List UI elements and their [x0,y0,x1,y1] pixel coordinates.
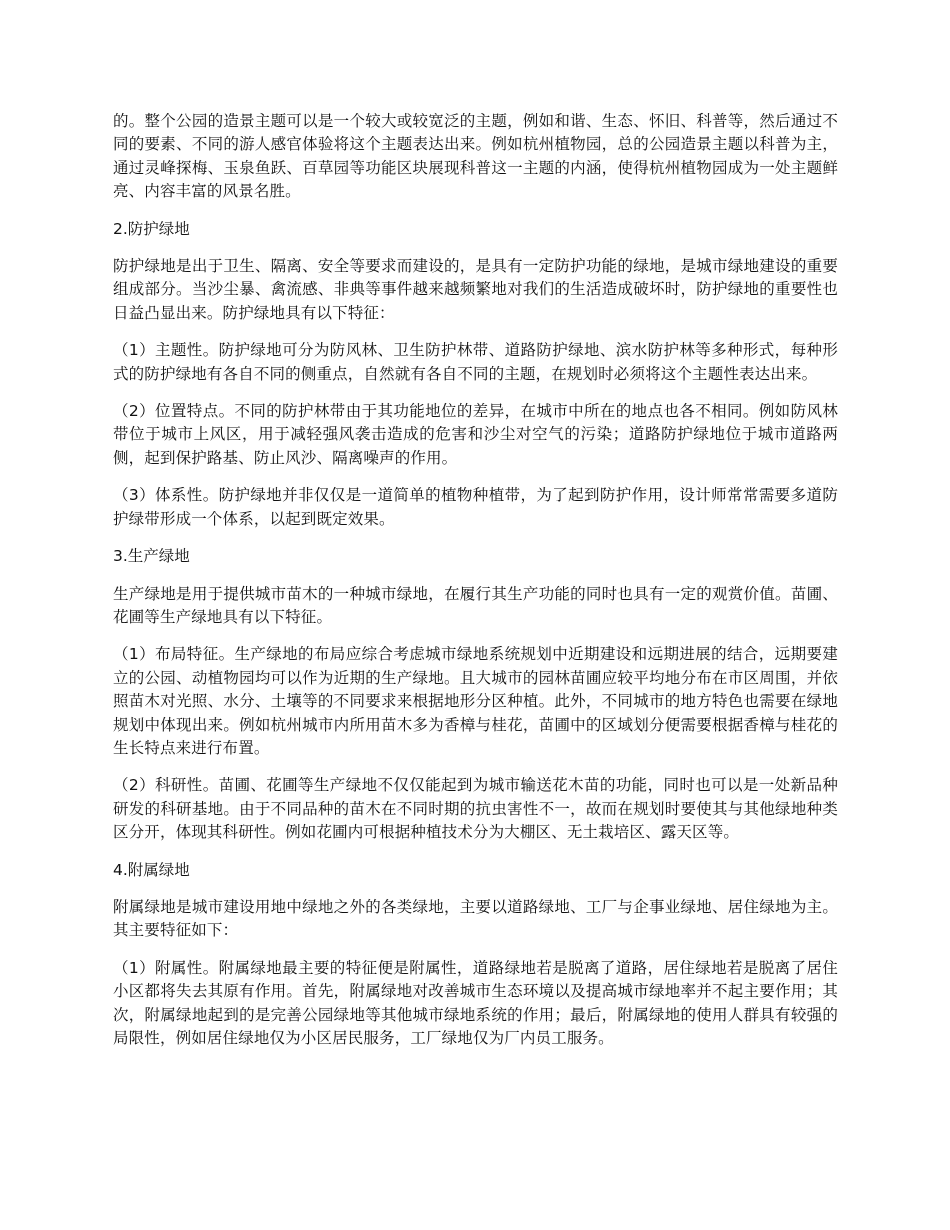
section-heading-production-green: 3.生产绿地 [113,547,190,566]
paragraph: （1）布局特征。生产绿地的布局应综合考虑城市绿地系统规划中近期建设和远期进展的结合，远期要建立的公园、动植物园均可以作为近期的生产绿地。且大城市的园林苗圃应较平均地分布在市区周围，并依照苗木对光照、水分、土壤等的不同要求来根据地形分区种植。此外，不同城市的地方特色也需要在绿地规划中体现出来。例如杭州城市内所用苗木多为香樟与桂花，苗圃中的区域划分便需要根据香樟与桂花的生长特点来进行布置。 [113,645,838,757]
paragraph: （1）附属性。附属绿地最主要的特征便是附属性，道路绿地若是脱离了道路，居住绿地若是脱离了居住小区都将失去其原有作用。首先，附属绿地对改善城市生态环境以及提高城市绿地率并不起主要作用；其次，附属绿地起到的是完善公园绿地等其他城市绿地系统的作用；最后，附属绿地的使用人群具有较强的局限性，例如居住绿地仅为小区居民服务，工厂绿地仅为厂内员工服务。 [113,958,838,1047]
paragraph: 生产绿地是用于提供城市苗木的一种城市绿地，在履行其生产功能的同时也具有一定的观赏价值。苗圃、花圃等生产绿地具有以下特征。 [113,584,838,626]
section-heading-attached-green: 4.附属绿地 [113,860,190,879]
paragraph: （2）位置特点。不同的防护林带由于其功能地位的差异，在城市中所在的地点也各不相同。例如防风林带位于城市上风区，用于减轻强风袭击造成的危害和沙尘对空气的污染；道路防护绿地位于城市道路两侧，起到保护路基、防止风沙、隔离噪声的作用。 [113,402,838,467]
section-heading-protective-green: 2.防护绿地 [113,219,190,238]
paragraph: 防护绿地是出于卫生、隔离、安全等要求而建设的，是具有一定防护功能的绿地，是城市绿地建设的重要组成部分。当沙尘暴、禽流感、非典等事件越来越频繁地对我们的生活造成破坏时，防护绿地的重要性也日益凸显出来。防护绿地具有以下特征： [113,257,838,322]
paragraph: （2）科研性。苗圃、花圃等生产绿地不仅仅能起到为城市输送花木苗的功能，同时也可以是一处新品种研发的科研基地。由于不同品种的苗木在不同时期的抗虫害性不一，故而在规划时要使其与其他绿地种类区分开，体现其科研性。例如花圃内可根据种植技术分为大棚区、无土栽培区、露天区等。 [113,776,838,842]
paragraph: （3）体系性。防护绿地并非仅仅是一道简单的植物种植带，为了起到防护作用，设计师常常需要多道防护绿带形成一个体系，以起到既定效果。 [113,486,838,528]
paragraph: 的。整个公园的造景主题可以是一个较大或较宽泛的主题，例如和谐、生态、怀旧、科普等，然后通过不同的要素、不同的游人感官体验将这个主题表达出来。例如杭州植物园，总的公园造景主题以科普为主，通过灵峰探梅、玉泉鱼跃、百草园等功能区块展现科普这一主题的内涵，使得杭州植物园成为一处主题鲜亮、内容丰富的风景名胜。 [113,112,838,201]
paragraph: 附属绿地是城市建设用地中绿地之外的各类绿地，主要以道路绿地、工厂与企事业绿地、居住绿地为主。其主要特征如下： [113,897,838,940]
paragraph: （1）主题性。防护绿地可分为防风林、卫生防护林带、道路防护绿地、滨水防护林等多种形式，每种形式的防护绿地有各自不同的侧重点，自然就有各自不同的主题，在规划时必须将这个主题性表达出来。 [113,341,838,383]
